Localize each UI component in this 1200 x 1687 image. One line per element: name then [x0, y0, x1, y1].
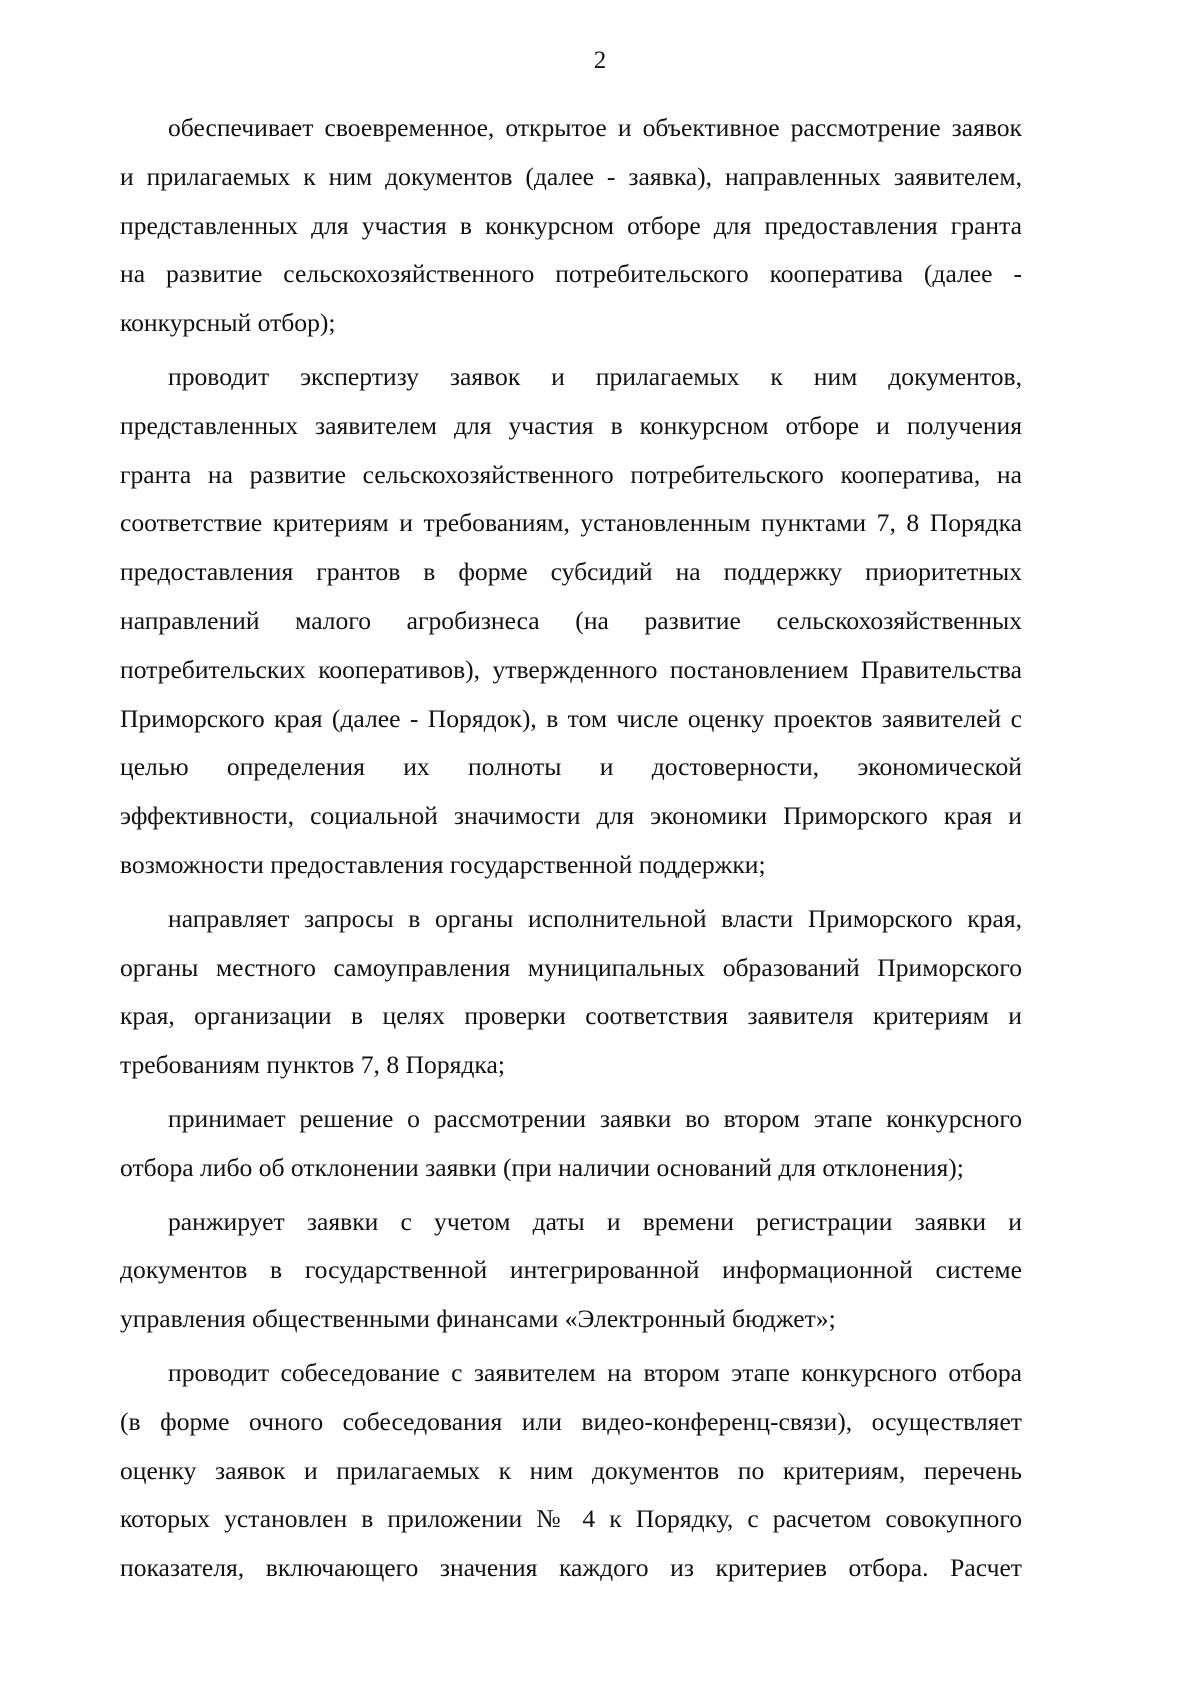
text-line: показателя, включающего значения каждого из критериев отбора. Расчет	[120, 1553, 1022, 1583]
text-line: на развитие сельскохозяйственного потребительского кооператива (далее -	[120, 259, 1022, 289]
text-line: целью определения их полноты и достоверности, экономической	[120, 752, 1022, 782]
text-line: конкурсный отбор);	[120, 308, 336, 338]
text-line: отбора либо об отклонении заявки (при наличии оснований для отклонения);	[120, 1152, 964, 1182]
text-line: представленных для участия в конкурсном отборе для предоставления гранта	[120, 210, 1022, 240]
text-line: потребительских кооперативов), утвержденного постановлением Правительства	[120, 654, 1022, 684]
text-line: (в форме очного собеседования или видео-конференц-связи), осуществляет	[120, 1406, 1022, 1436]
page-number: 2	[593, 47, 607, 74]
text-line: соответствие критериям и требованиям, установленным пунктами 7, 8 Порядка	[120, 508, 1022, 538]
text-line: Приморского края (далее - Порядок), в том числе оценку проектов заявителей с	[120, 703, 1022, 733]
document-body	[120, 104, 1022, 1593]
text-line: управления общественными финансами «Электронный бюджет»;	[120, 1304, 836, 1334]
paragraph-ranking	[120, 1198, 1022, 1344]
text-line: представленных заявителем для участия в конкурсном отборе и получения	[120, 410, 1022, 440]
text-line: гранта на развитие сельскохозяйственного потребительского кооператива, на	[120, 459, 1022, 489]
text-line: проводит экспертизу заявок и прилагаемых к ним документов,	[168, 361, 1022, 391]
paragraph-expert-review	[120, 353, 1022, 890]
text-line: и прилагаемых к ним документов (далее - заявка), направленных заявителем,	[120, 161, 1022, 191]
text-line: возможности предоставления государственной поддержки;	[120, 849, 766, 879]
text-line: направляет запросы в органы исполнительной власти Приморского края,	[168, 903, 1022, 933]
text-line: направлений малого агробизнеса (на развитие сельскохозяйственных	[120, 605, 1022, 635]
text-line: обеспечивает своевременное, открытое и объективное рассмотрение заявок	[168, 113, 1022, 142]
text-line: края, организации в целях проверки соответствия заявителя критериям и	[120, 1001, 1022, 1031]
text-line: предоставления грантов в форме субсидий на поддержку приоритетных	[120, 557, 1022, 587]
text-line: оценку заявок и прилагаемых к ним документов по критериям, перечень	[120, 1455, 1022, 1485]
paragraph-decision	[120, 1095, 1022, 1193]
text-line: документов в государственной интегрированной информационной системе	[120, 1255, 1022, 1285]
text-line: проводит собеседование с заявителем на втором этапе конкурсного отбора	[168, 1357, 1022, 1387]
paragraph-review-applications	[120, 104, 1022, 348]
text-line: принимает решение о рассмотрении заявки во втором этапе конкурсного	[168, 1103, 1022, 1133]
text-line: которых установлен в приложении № 4 к Порядку, с расчетом совокупного	[120, 1504, 1022, 1534]
paragraph-interview	[120, 1349, 1022, 1593]
text-line: эффективности, социальной значимости для экономики Приморского края и	[120, 801, 1022, 831]
text-line: ранжирует заявки с учетом даты и времени регистрации заявки и	[168, 1206, 1022, 1236]
text-line: требованиям пунктов 7, 8 Порядка;	[120, 1050, 505, 1080]
paragraph-requests	[120, 895, 1022, 1090]
text-line: органы местного самоуправления муниципальных образований Приморского	[120, 952, 1022, 982]
